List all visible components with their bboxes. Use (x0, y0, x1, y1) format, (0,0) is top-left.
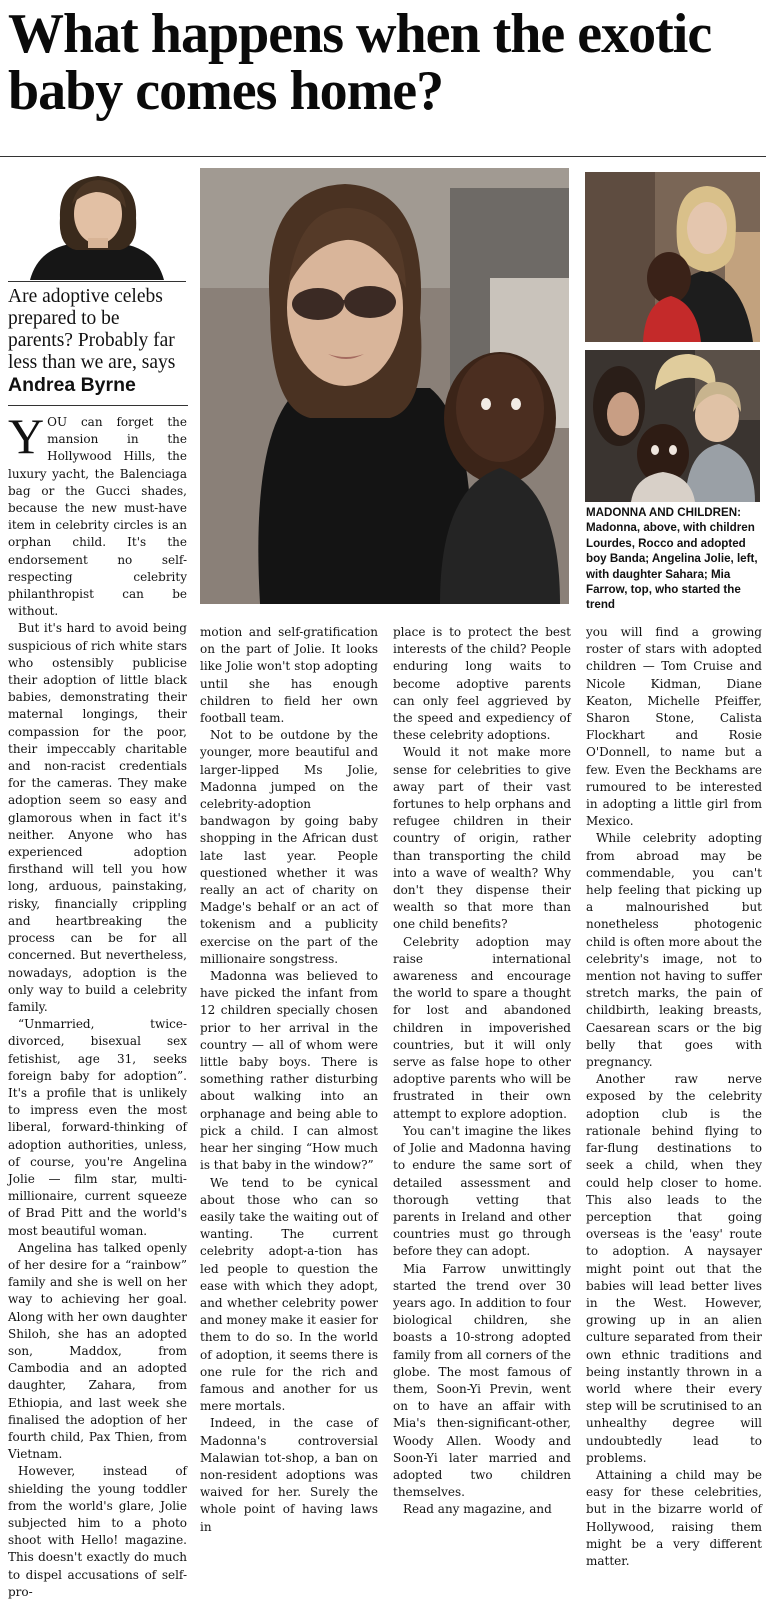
caption-text: Madonna, above, with children Lourdes, Rocco and adopted boy Banda; Angelina Jolie, left, with daughter Sahara; Mia Farrow, top, who started the trend (586, 521, 758, 612)
article-paragraph: Angelina has talked openly of her desire for a “rainbow” family and she is well on her way to achieving her goal. Along with her own daughter Shiloh, she has an adopted son, Maddox, from Cambodia and an adopted daughter, Zahara, from Ethiopia, and last week she finalised the adoption of her fourth child, Pax Thien, from Vietnam. (8, 1240, 187, 1462)
article-paragraph: We tend to be cynical about those who can so easily take the waiting out of wanting. The current celebrity adopt-a-tion has led people to question the ease with which they adopt, and whether celebrity power and money make it easier for them to do so. In the world of adoption, it seems there is one rule for the rich and famous and another for us mere mortals. (200, 1175, 378, 1414)
article-column-2 (200, 624, 378, 1536)
author-portrait (8, 168, 186, 280)
mia-farrow-photo (585, 172, 760, 342)
article-paragraph: place is to protect the best interests of the child? People enduring long waits to become adoptive parents can only feel aggrieved by the speed and expediency of these celebrity adoptions. (393, 625, 571, 743)
article-paragraph: Would it not make more sense for celebrities to give away part of their vast fortunes to help orphans and refugee children in their country of origin, rather than transporting the child into a wave of wealth? Why don't they dispense their wealth so that more than one child benefits? (393, 745, 571, 932)
article-paragraph: Not to be outdone by the younger, more beautiful and larger-lipped Ms Jolie, Madonna jumped on the celebrity-adoption bandwagon by going baby shopping in the African dust late last year. People questioned whether it was really an act of charity on Madge's behalf or an act of tokenism and a publicity exercise on the part of the millionaire songstress. (200, 728, 378, 966)
standfirst (8, 286, 188, 397)
madonna-children-photo (585, 350, 760, 502)
portrait-rule (8, 281, 186, 282)
article-paragraph: Attaining a child may be easy for these celebrities, but in the bizarre world of Hollywood, raising them might be a very different matter. (586, 1467, 762, 1568)
headline: What happens when the exotic baby comes home? (8, 3, 712, 122)
caption-head: MADONNA AND CHILDREN: (586, 506, 741, 519)
article-paragraph: Mia Farrow unwittingly started the trend over 30 years ago. In addition to four biological children, she boasts a 10-strong adopted family from all corners of the globe. The most famous of them, Soon-Yi Previn, went on to have an affair with Mia's then-significant-other, Woody Allen. Woody and Soon-Yi later married and adopted two children themselves. (393, 1261, 571, 1500)
article-column-3 (393, 624, 571, 1519)
article-paragraph: Madonna was believed to have picked the infant from 12 children specially chosen prior to her arrival in the country — all of whom were little baby boys. There is something rather disturbing about walking into an orphanage and being able to pick a child. I can almost hear her singing “How much is that baby in the window?” (200, 969, 378, 1173)
article-paragraph: Celebrity adoption may raise international awareness and encourage the world to spare a thought for lost and abandoned children in impoverished countries, but it will only serve as false hope to other adoptive parents who will be frustrated in their own attempt to explore adoption. (393, 934, 571, 1121)
article-paragraph: But it's hard to avoid being suspicious of rich white stars who ostensibly publicise their adoption of little black babies, demonstrating their maternal longings, their compassion for the poor, their impeccably charitable and non-racist credentials for the cameras. They make adoption seem so easy and glamorous when in fact it's neither. Anyone who has experienced adoption firsthand will tell you how long, arduous, painstaking, risky, financially crippling and heartbreaking the process can be for all concerned. But nevertheless, nowadays, adoption is the only way to build a celebrity family. (8, 621, 187, 1014)
article-paragraph: motion and self-gratification on the part of Jolie. It looks like Jolie won't stop adopting until she has enough children to field her own football team. (200, 625, 378, 726)
article-paragraph: Indeed, in the case of Madonna's controversial Malawian tot-shop, a ban on non-resident adoptions was waived for her. Surely the whole point of having laws in (200, 1416, 378, 1534)
drop-cap: Y (8, 408, 45, 464)
article-paragraph: Another raw nerve exposed by the celebrity adoption club is the rationale behind flying to far-flung destinations to seek a child, when they could help closer to home. This also leads to the perception that going overseas is the 'easy' route to adoption. A naysayer might point out that the babies will lead better lives in the West. However, growing up in an alien culture separated from their own ethnic traditions and being instantly thrown in a world where their every step will be scrutinised to an unhealthy degree will undoubtedly lead to problems. (586, 1072, 762, 1465)
article-column-1 (8, 408, 187, 1601)
article-paragraph: However, instead of shielding the young toddler from the world's glare, Jolie subjected him to a photo shoot with Hello! magazine. This doesn't exactly do much to dispel accusations of self-pro- (8, 1464, 187, 1599)
photo-caption (586, 505, 762, 613)
article-paragraph: Read any magazine, and (403, 1502, 552, 1517)
byline-author: Andrea Byrne (8, 374, 136, 396)
standfirst-rule (8, 405, 188, 406)
article-paragraph: While celebrity adopting from abroad may be commendable, you can't help feeling that picking up a malnourished but nonetheless photogenic child is often more about the celebrity's image, not to mention not having to suffer stretch marks, the pain of childbirth, leaking breasts, Caesarean scars or the big belly that goes with pregnancy. (586, 831, 762, 1070)
main-photo (200, 168, 569, 604)
article-paragraph: “Unmarried, twice-divorced, bisexual sex fetishist, age 31, seeks foreign baby for adoption”. It's a profile that is unlikely to impress even the most liberal, forward-thinking of adoption authorities, unless, of course, you're Angelina Jolie — film star, multi-millionaire, current squeeze of Brad Pitt and the world's most beautiful woman. (8, 1017, 187, 1238)
standfirst-text: Are adoptive celebs prepared to be parents? Probably far less than we are, says (8, 286, 176, 373)
article-paragraph: YOU can forget the mansion in the Hollywood Hills, the luxury yacht, the Balenciaga bag or the Gucci shades, because the new must-have item in celebrity circles is an orphan child. It's the endorsement no self-respecting celebrity philanthropist can be without. (8, 408, 187, 619)
article-paragraph: You can't imagine the likes of Jolie and Madonna having to endure the same sort of detailed assessment and thorough vetting that parents in Ireland and other countries must go through before they can adopt. (393, 1123, 571, 1259)
article-paragraph: you will find a growing roster of stars with adopted children — Tom Cruise and Nicole Kidman, Diane Keaton, Michelle Pfeiffer, Sharon Stone, Calista Flockhart and Rosie O'Donnell, to name but a few. Even the Beckhams are rumoured to be interested in adopting a little girl from Mexico. (586, 625, 762, 829)
headline-rule (0, 156, 766, 157)
article-column-4 (586, 624, 762, 1570)
